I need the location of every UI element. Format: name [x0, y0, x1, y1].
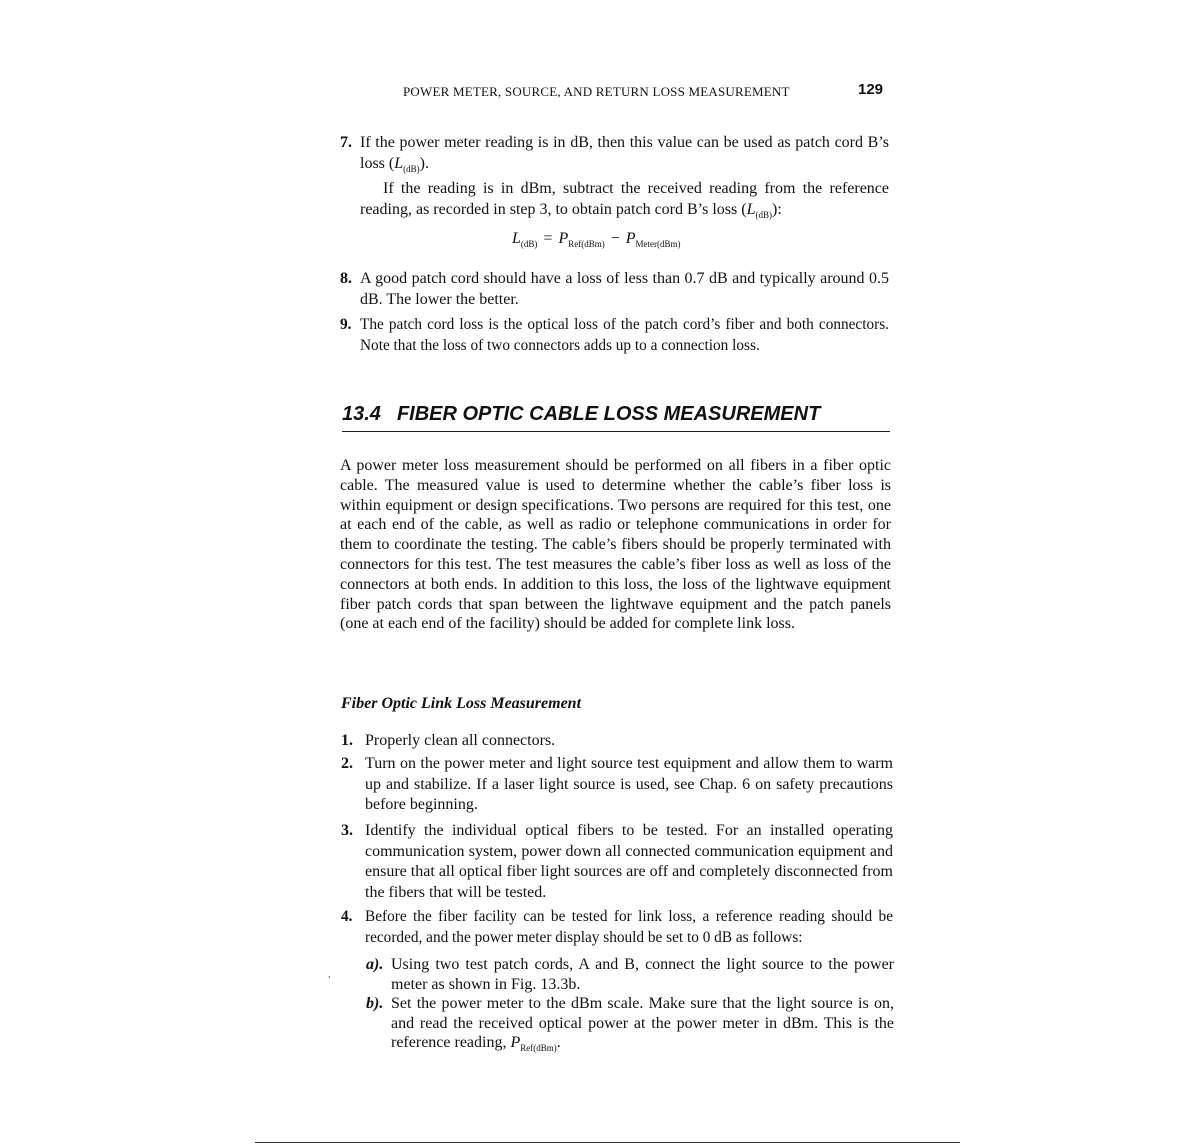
list-text: A good patch cord should have a loss of less than 0.7 dB and typically around 0.5 dB. The lower the better.	[360, 270, 889, 308]
section-heading	[342, 403, 820, 426]
section-title: FIBER OPTIC CABLE LOSS MEASUREMENT	[396, 403, 821, 425]
loss-formula: $L_{(dB)} = P_{Ref(dBm)} - P_{Meter(dBm)}$	[512, 230, 681, 250]
substep-text: Set the power meter to the dBm scale. Make sure that the light source is on, and read the received optical power at the power meter in dBm. This is the reference reading, $P_{Ref(dBm)}$.	[391, 995, 894, 1053]
step-text: Identify the individual optical fibers to be tested. For an installed operating communication system, power down all connected communication equipment and ensure that all optical fiber light sources are off and completely disconnected from the fibers that will be tested.	[365, 822, 893, 901]
list-item-7	[340, 133, 889, 225]
section-rule	[342, 431, 890, 432]
list-text: The patch cord loss is the optical loss of the patch cord’s fiber and both connectors. Note that the loss of two connectors adds up to a connection loss.	[360, 316, 889, 354]
list-number: 8.	[340, 270, 352, 287]
step-text: Before the fiber facility can be tested for link loss, a reference reading should be recorded, and the power meter display should be set to 0 dB as follows:	[365, 908, 893, 946]
step-number: 1.	[341, 732, 353, 749]
substep-b	[366, 994, 894, 1059]
list-text-continuation: If the reading is in dBm, subtract the received reading from the reference reading, as recorded in step 3, to obtain patch cord B’s loss $(L_{(dB)})$:	[360, 180, 889, 220]
step-item-2	[341, 754, 893, 816]
stray-mark: ,	[328, 969, 331, 980]
step-text: Turn on the power meter and light source test equipment and allow them to warm up and stabilize. If a laser light source is used, see Chap. 6 on safety precautions before beginning.	[365, 755, 893, 813]
step-item-1	[341, 731, 893, 752]
step-number: 3.	[341, 822, 353, 839]
step-item-3	[341, 821, 893, 903]
bottom-rule	[255, 1142, 960, 1143]
section-number: 13.4	[342, 403, 381, 425]
list-number: 7.	[340, 134, 352, 151]
list-item-8	[340, 269, 889, 310]
step-number: 2.	[341, 755, 353, 772]
running-head: POWER METER, SOURCE, AND RETURN LOSS MEASUREMENT	[403, 84, 790, 99]
step-text: Properly clean all connectors.	[365, 732, 556, 749]
list-item-9	[340, 315, 889, 356]
step-number: 4.	[341, 908, 353, 925]
substep-text: Using two test patch cords, A and B, connect the light source to the power meter as shown in Fig. 13.3b.	[391, 956, 894, 993]
body-paragraph: A power meter loss measurement should be performed on all fibers in a fiber optic cable. The measured value is used to determine whether the cable’s fiber loss is within equipment or design specifications. Two persons are required for this test, one at each end of the cable, as well as radio or telephone communications in order for them to coordinate the testing. The cable’s fibers should be properly terminated with connectors for this test. The test measures the cable’s fiber loss as well as loss of the connectors at both ends. In addition to this loss, the loss of the lightwave equipment fiber patch cords that span between the lightwave equipment and the patch panels (one at each end of the facility) should be added for complete link loss.	[340, 457, 891, 633]
substep-label: b).	[366, 995, 384, 1012]
subheading: Fiber Optic Link Loss Measurement	[341, 695, 582, 712]
page-number: 129	[858, 81, 884, 98]
substep-label: a).	[366, 956, 384, 973]
list-number: 9.	[340, 316, 352, 333]
list-text: If the power meter reading is in dB, then this value can be used as patch cord B’s loss $(L_{(dB)})$.	[360, 134, 889, 174]
step-item-4	[341, 906, 893, 948]
substep-a	[366, 955, 894, 994]
